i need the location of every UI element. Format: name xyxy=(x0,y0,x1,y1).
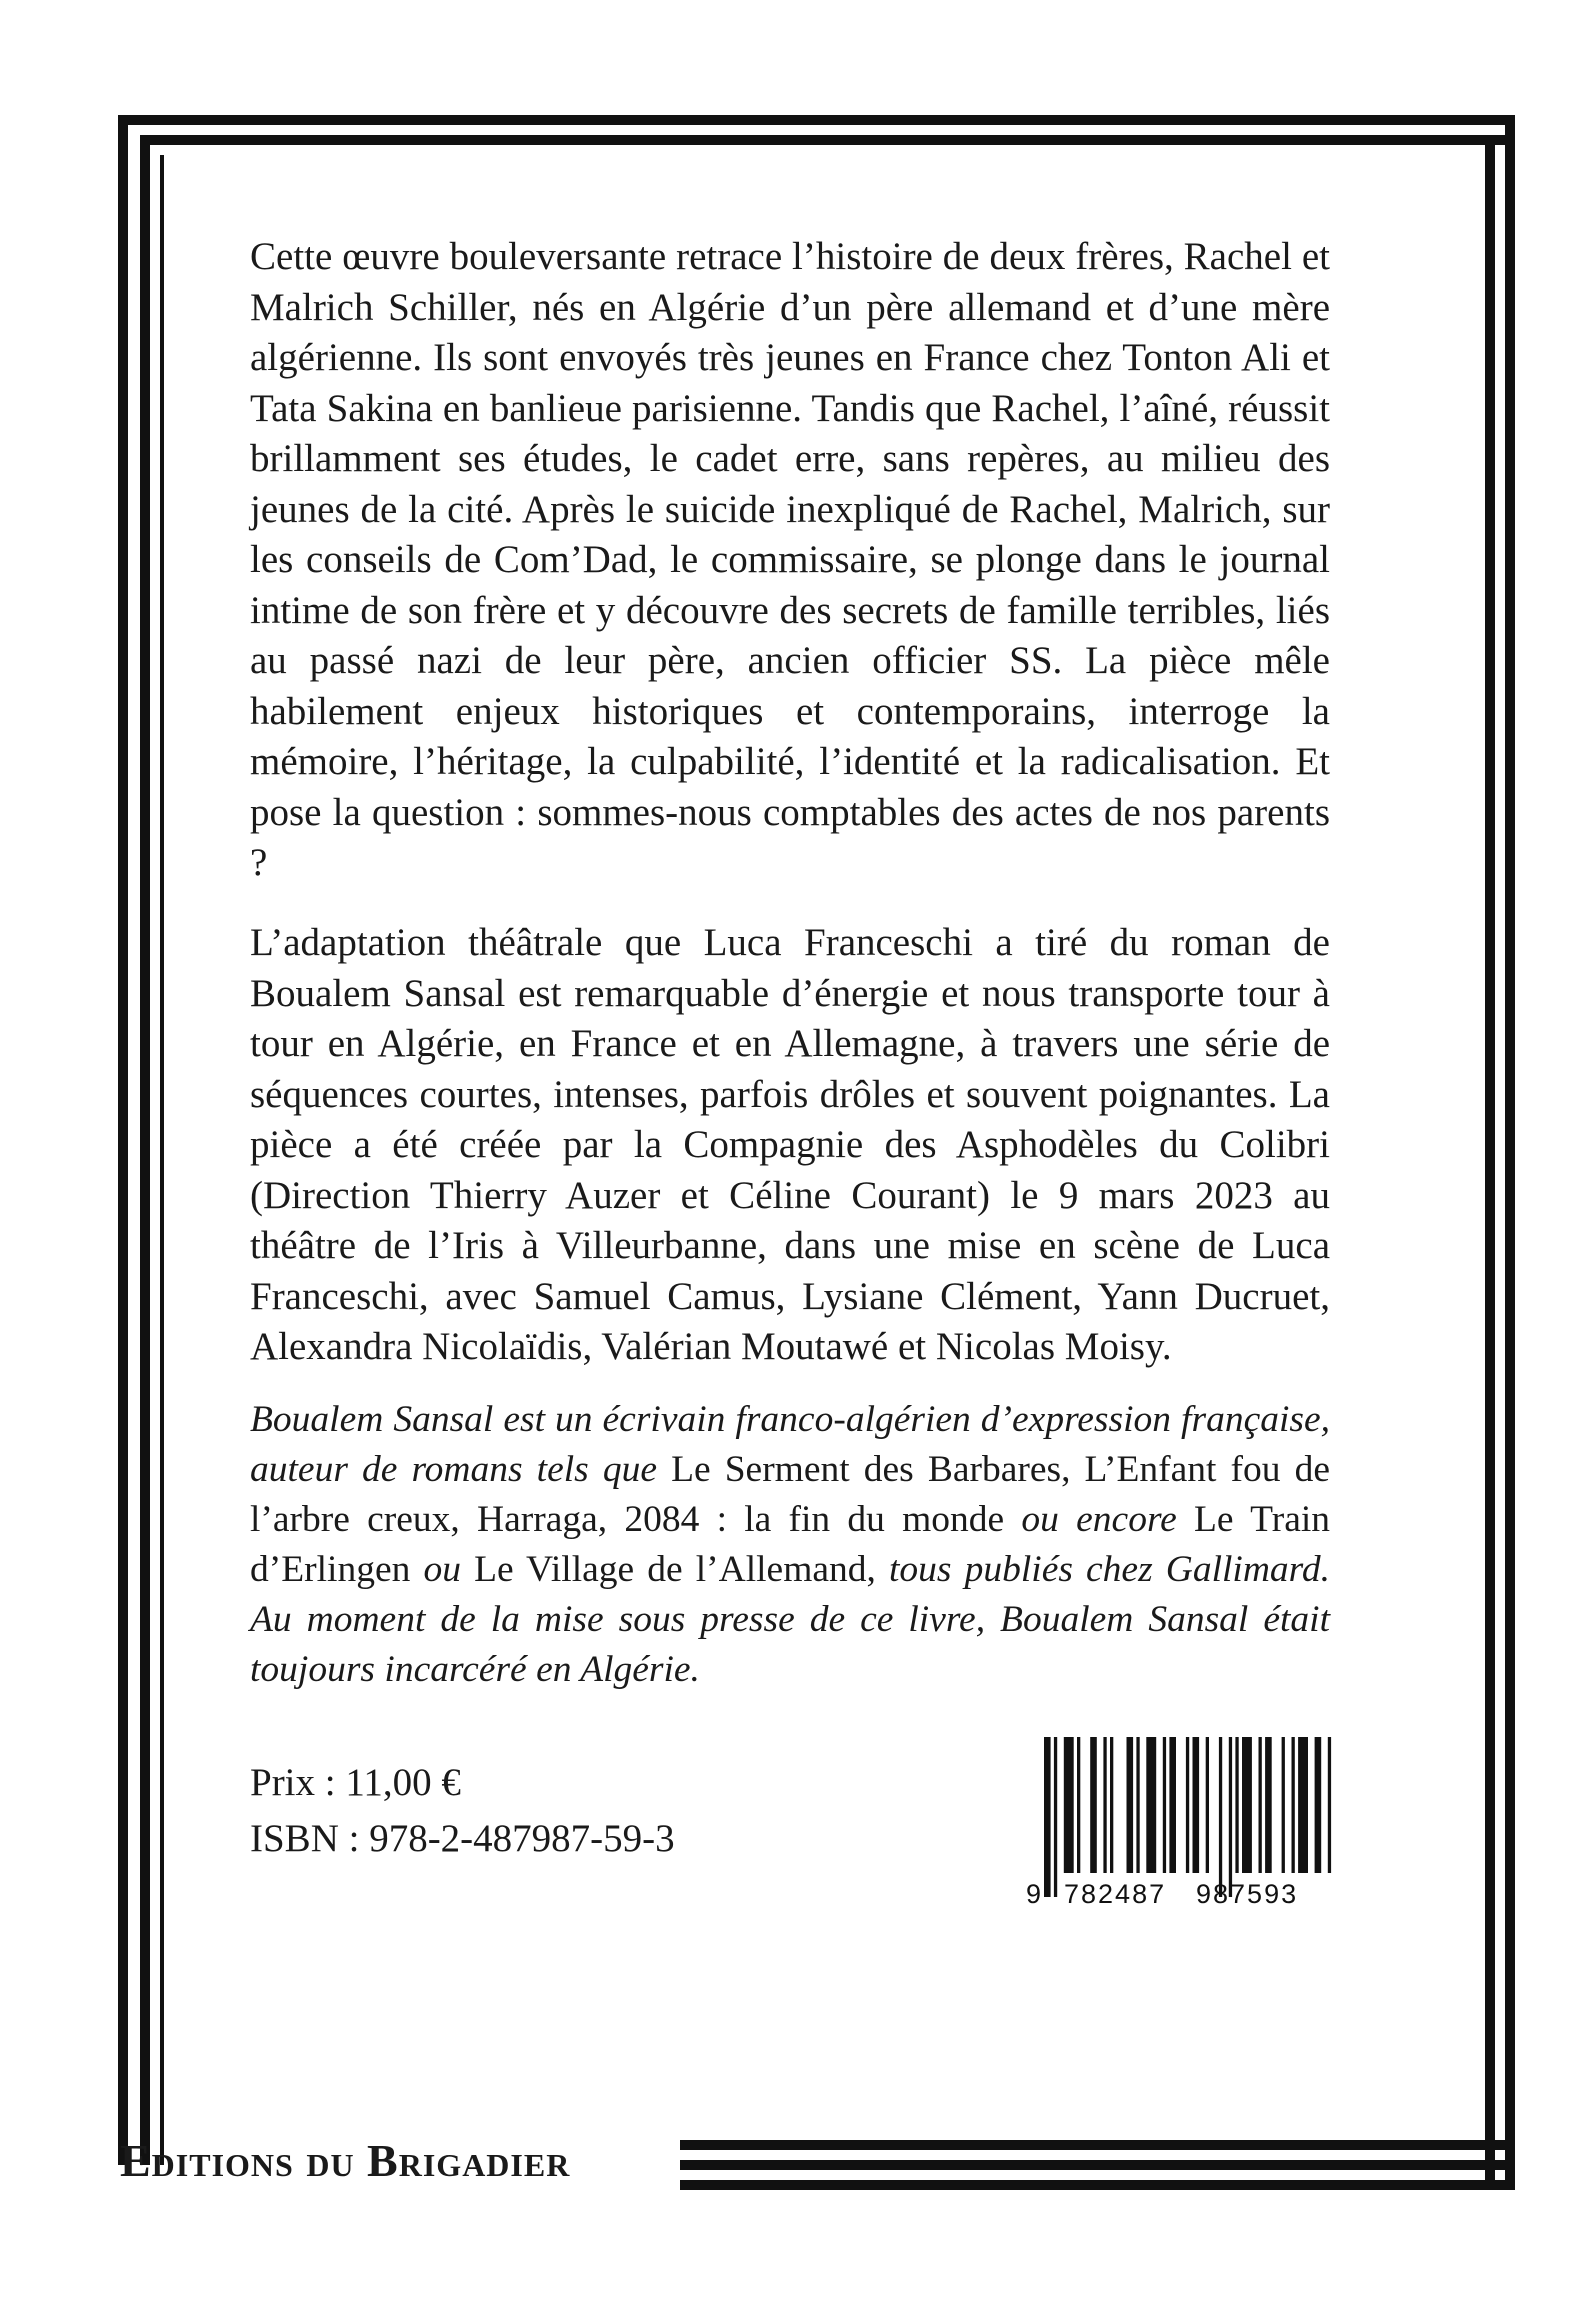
barcode-bar xyxy=(1298,1737,1308,1873)
barcode-bar xyxy=(1292,1737,1295,1873)
price-block xyxy=(250,1755,675,1867)
summary-paragraph: Cette œuvre bouleversante retrace l’histoire de deux frères, Rachel et Malrich Schiller, nés en Algérie d’un père allemand et d’une mère algérienne. Ils sont envoyés très jeunes en France chez Tonton Ali et Tata Sakina en banlieue parisienne. Tandis que Rachel, l’aîné, réussit brillamment ses études, le cadet erre, sans repères, au milieu des jeunes de la cité. Après le suicide inexpliqué de Rachel, Malrich, sur les conseils de Com’Dad, le commissaire, se plonge dans le journal intime de son frère et y découvre des secrets de famille terribles, liés au passé nazi de leur père, ancien officier SS. La pièce mêle habilement enjeux historiques et contemporains, interroge la mémoire, l’héritage, la culpabilité, l’identité et la radicalisation. Et pose la question : sommes-nous comptables des actes de nos parents ? xyxy=(250,235,1330,884)
adaptation-paragraph: L’adaptation théâtrale que Luca Franceschi a tiré du roman de Boualem Sansal est remarquable d’énergie et nous transporte tour à tour en Algérie, en France et en Allemagne, à travers une série de séquences courtes, intenses, parfois drôles et souvent poignantes. La pièce a été créée par la Compagnie des Asphodèles du Colibri (Direction Thierry Auzer et Céline Courant) le 9 mars 2023 au théâtre de l’Iris à Villeurbanne, dans une mise en scène de Luca Franceschi, avec Samuel Camus, Lysiane Clément, Yann Ducruet, Alexandra Nicolaïdis, Valérian Moutawé et Nicolas Moisy. xyxy=(250,921,1330,1368)
bio-text-1: Boualem Sansal est un écrivain franco-algérien d’expression française, auteur de romans tels que xyxy=(250,1399,1330,1490)
bio-text-2: ou encore xyxy=(1004,1499,1195,1540)
barcode-bar xyxy=(1163,1737,1166,1873)
barcode xyxy=(1018,1737,1336,1909)
publisher-name: Editions du Brigadier xyxy=(120,2135,571,2186)
barcode-bar xyxy=(1259,1737,1262,1873)
frame-bottom-2 xyxy=(680,2160,1515,2170)
author-bio xyxy=(250,1395,1330,1695)
frame-left-outer xyxy=(118,115,128,2165)
barcode-bar xyxy=(1282,1737,1285,1873)
barcode-bar xyxy=(1315,1737,1322,1873)
barcode-digits-left: 782487 xyxy=(1064,1879,1167,1909)
frame-left-thin xyxy=(160,155,164,2165)
barcode-bar xyxy=(1328,1737,1331,1873)
barcode-bar xyxy=(1186,1737,1189,1873)
barcode-digit-first: 9 xyxy=(1026,1879,1042,1909)
frame-top-inner xyxy=(140,135,1515,145)
bio-titles-3: Le Village de l’Allemand, xyxy=(474,1549,876,1590)
isbn: ISBN : 978-2-487987-59-3 xyxy=(250,1817,675,1860)
barcode-bar xyxy=(1206,1737,1209,1873)
frame-top-outer xyxy=(118,115,1515,125)
bio-text-3: ou xyxy=(410,1549,475,1590)
barcode-bar xyxy=(1077,1737,1080,1873)
frame-right-inner xyxy=(1485,135,1495,2190)
barcode-bar xyxy=(1110,1737,1113,1873)
frame-right-outer xyxy=(1505,115,1515,2190)
barcode-bar xyxy=(1127,1737,1134,1873)
barcode-bar xyxy=(1265,1737,1272,1873)
bio-titles-1: Le Serment des Barbares, L’Enfant fou de l’arbre creux, Harraga, 2084 : la fin du monde xyxy=(250,1449,1330,1540)
barcode-bar xyxy=(1146,1737,1156,1873)
price: Prix : 11,00 € xyxy=(250,1761,461,1804)
barcode-bar xyxy=(1169,1737,1176,1873)
frame-left-inner xyxy=(140,135,150,2165)
barcode-bar xyxy=(1054,1737,1057,1897)
bio-text-4: tous publiés chez Gallimard. Au moment de la mise sous presse de ce livre, Boualem Sansal était toujours incarcéré en Algérie. xyxy=(250,1549,1330,1690)
barcode-bar xyxy=(1090,1737,1097,1873)
frame-bottom-3 xyxy=(680,2180,1515,2190)
barcode-bar xyxy=(1136,1737,1139,1873)
bio-titles-2: Le Train d’Erlingen xyxy=(250,1499,1331,1590)
frame-bottom-1 xyxy=(680,2140,1515,2150)
barcode-bar xyxy=(1235,1737,1238,1873)
barcode-digits-right: 987593 xyxy=(1196,1879,1299,1909)
barcode-bar xyxy=(1193,1737,1200,1873)
barcode-bars xyxy=(1044,1737,1336,1897)
barcode-bar xyxy=(1219,1737,1222,1897)
barcode-bar xyxy=(1229,1737,1232,1897)
barcode-bar xyxy=(1242,1737,1252,1873)
barcode-bar xyxy=(1064,1737,1074,1873)
barcode-bar xyxy=(1103,1737,1106,1873)
barcode-bar xyxy=(1044,1737,1051,1897)
